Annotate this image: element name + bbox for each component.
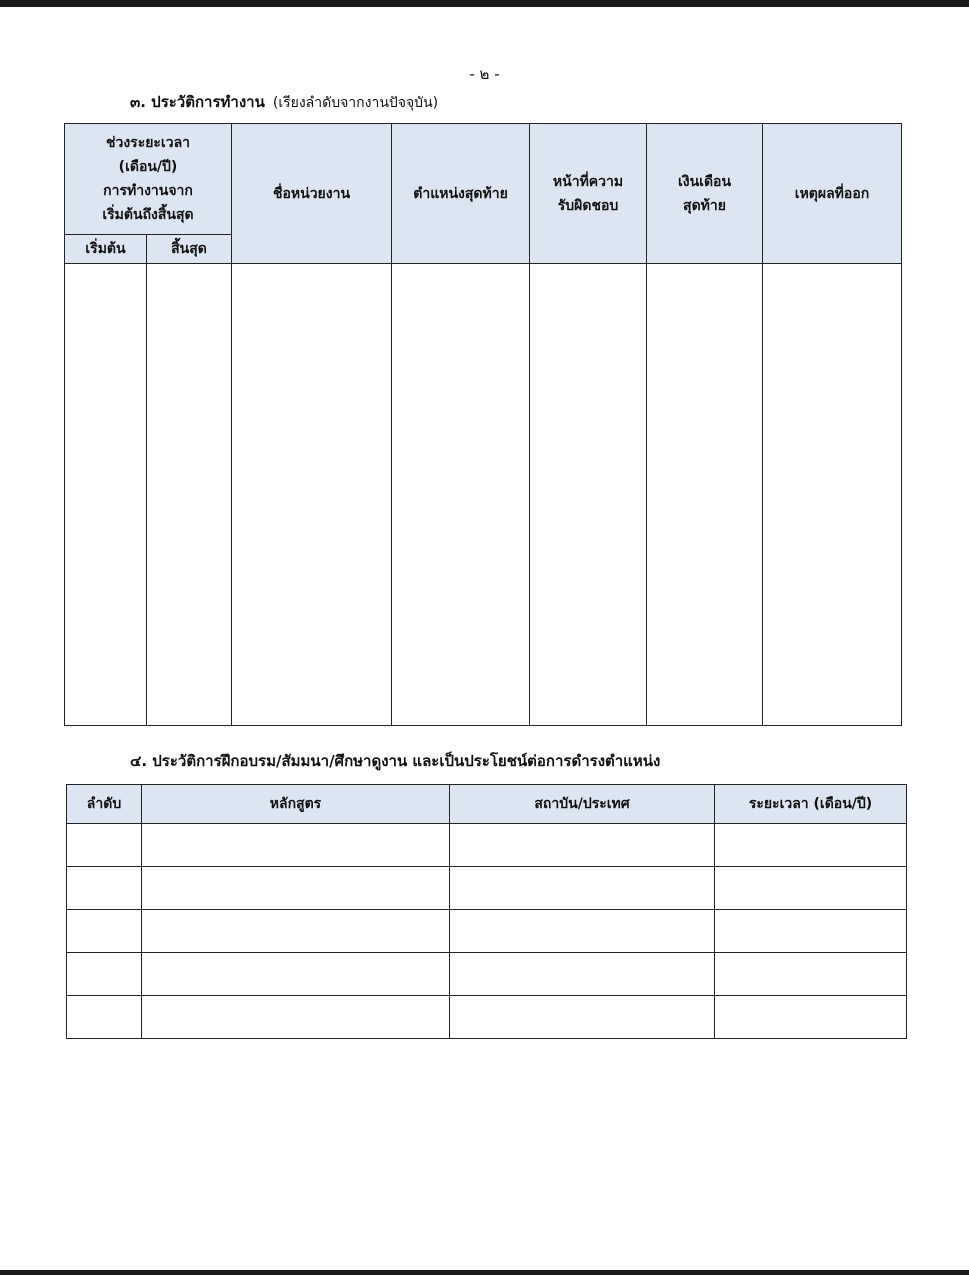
table-row (67, 867, 907, 910)
duration-cell[interactable] (715, 867, 907, 910)
institute-cell[interactable] (450, 910, 715, 953)
section4-title: ๔. ประวัติการฝึกอบรม/สัมมนา/ศึกษาดูงาน และเป็นประโยชน์ต่อการดำรงตำแหน่ง (130, 752, 661, 770)
section3-heading (130, 90, 438, 114)
course-cell[interactable] (142, 824, 450, 867)
header-period-line: ช่วงระยะเวลา (105, 135, 191, 151)
duration-cell[interactable] (715, 996, 907, 1039)
header-reason: เหตุผลที่ออก (763, 124, 902, 264)
work-history-table (64, 123, 902, 726)
header-position-line: ตำแหน่งสุดท้าย (413, 185, 508, 202)
header-start: เริ่มต้น (65, 235, 147, 264)
course-cell[interactable] (142, 953, 450, 996)
bottom-border (0, 1270, 969, 1275)
header-salary (647, 124, 763, 264)
institute-cell[interactable] (450, 867, 715, 910)
header-end: สิ้นสุด (147, 235, 232, 264)
table-row (67, 953, 907, 996)
section3-title: ๓. ประวัติการทำงาน (130, 93, 265, 111)
header-org: ชื่อหน่วยงาน (232, 124, 392, 264)
org-cell[interactable] (232, 264, 392, 726)
top-border (0, 0, 969, 7)
table-row (67, 996, 907, 1039)
position-cell[interactable] (392, 264, 530, 726)
header-institute: สถาบัน/ประเทศ (450, 785, 715, 824)
course-cell[interactable] (142, 867, 450, 910)
header-duty-line: หน้าที่ความ (552, 173, 624, 190)
institute-cell[interactable] (450, 824, 715, 867)
header-duration: ระยะเวลา (เดือน/ปี) (715, 785, 907, 824)
header-salary-line: เงินเดือน (677, 173, 732, 190)
start-cell[interactable] (65, 264, 147, 726)
end-cell[interactable] (147, 264, 232, 726)
no-cell[interactable] (67, 867, 142, 910)
header-course: หลักสูตร (142, 785, 450, 824)
header-period-line: (เดือน/ปี) (118, 159, 178, 175)
no-cell[interactable] (67, 910, 142, 953)
course-cell[interactable] (142, 910, 450, 953)
duty-cell[interactable] (530, 264, 647, 726)
training-table (66, 784, 907, 1039)
duration-cell[interactable] (715, 824, 907, 867)
header-duty-line: รับผิดชอบ (557, 197, 619, 214)
header-no: ลำดับ (67, 785, 142, 824)
table-row (67, 910, 907, 953)
header-period-line: เริ่มต้นถึงสิ้นสุด (102, 207, 194, 223)
header-period-line: การทำงานจาก (103, 183, 193, 199)
section3-note: (เรียงลำดับจากงานปัจจุบัน) (272, 95, 439, 111)
course-cell[interactable] (142, 996, 450, 1039)
header-position (392, 124, 530, 264)
header-salary-line: สุดท้าย (683, 197, 726, 214)
no-cell[interactable] (67, 953, 142, 996)
institute-cell[interactable] (450, 953, 715, 996)
duration-cell[interactable] (715, 953, 907, 996)
institute-cell[interactable] (450, 996, 715, 1039)
no-cell[interactable] (67, 824, 142, 867)
header-period (65, 124, 232, 235)
duration-cell[interactable] (715, 910, 907, 953)
section4-heading (130, 749, 660, 773)
header-duty (530, 124, 647, 264)
page-number: - ๒ - (469, 65, 500, 83)
reason-cell[interactable] (763, 264, 902, 726)
table-row (67, 824, 907, 867)
salary-cell[interactable] (647, 264, 763, 726)
no-cell[interactable] (67, 996, 142, 1039)
